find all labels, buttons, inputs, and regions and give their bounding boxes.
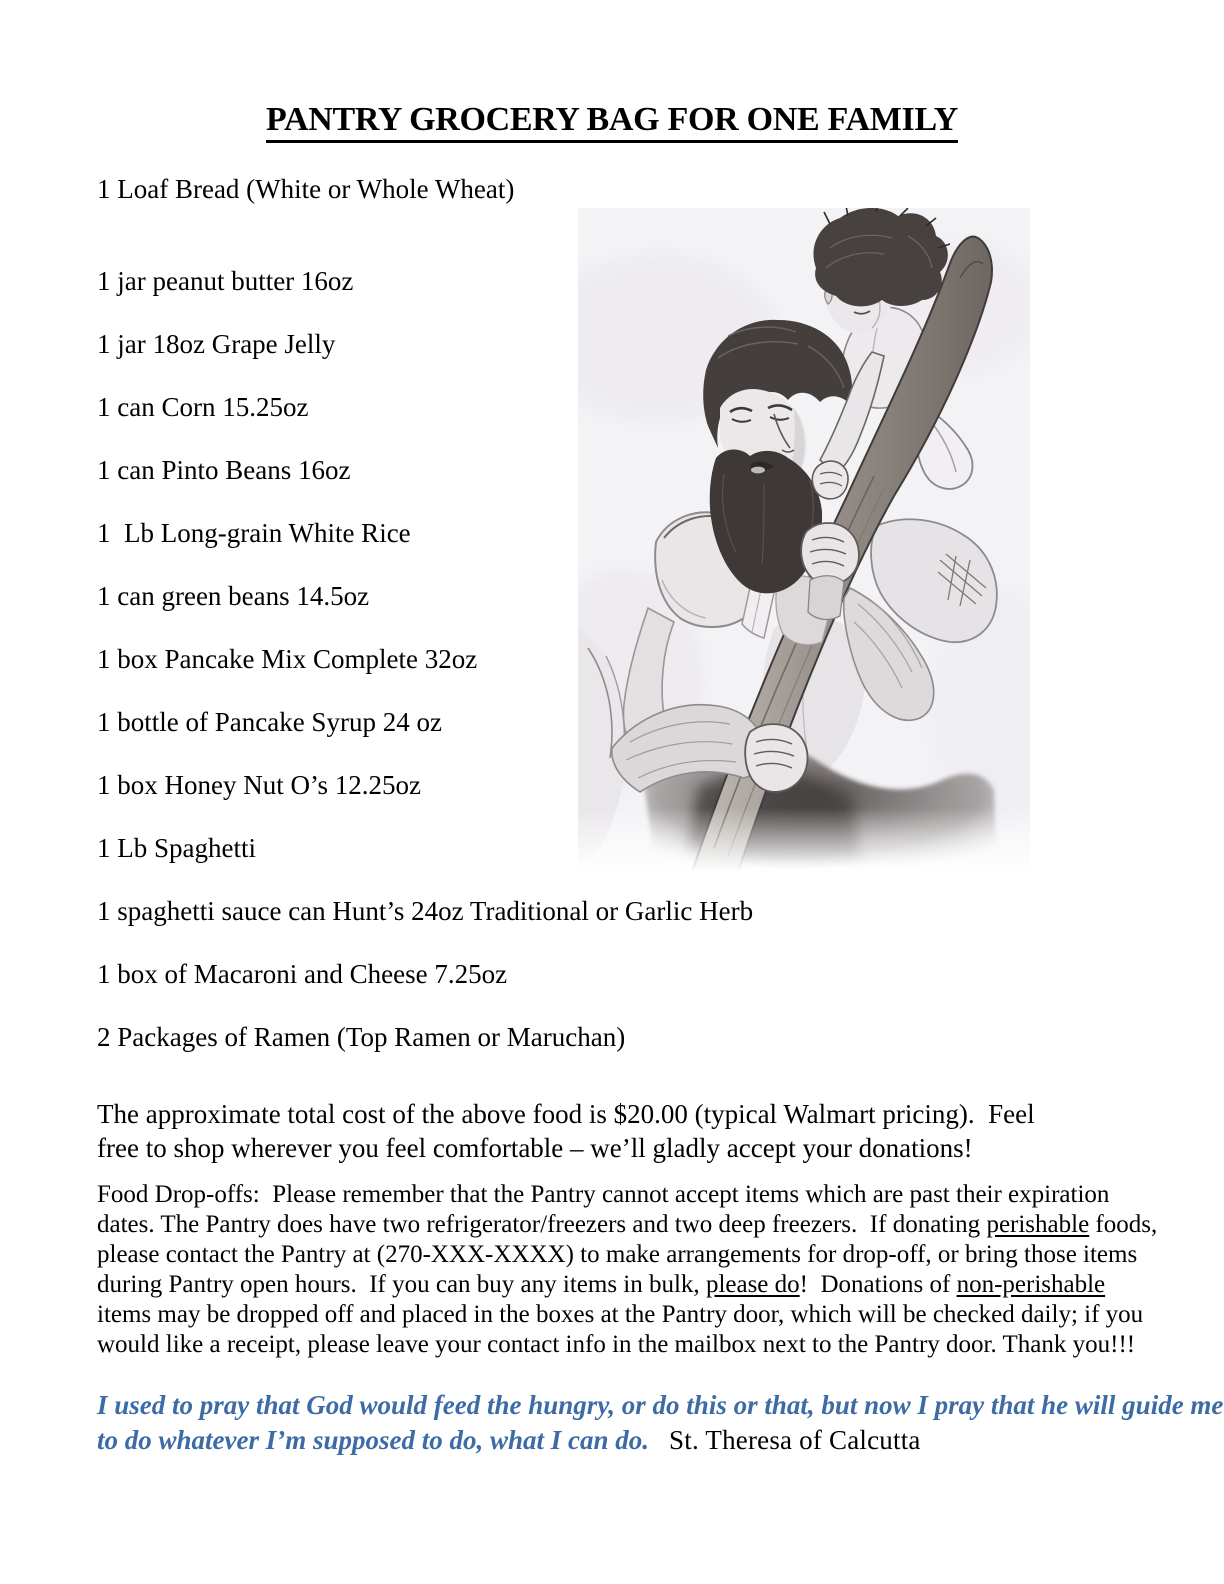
paragraph-line: would like a receipt, please leave your contact info in the mailbox next to the Pantry door. Thank you!!! xyxy=(97,1331,1136,1358)
list-item: 1 can green beans 14.5oz xyxy=(97,581,370,611)
list-item: 1 box Pancake Mix Complete 32oz xyxy=(97,644,478,674)
list-item: 1 jar peanut butter 16oz xyxy=(97,266,354,296)
paragraph-line: please contact the Pantry at (270-XXX-XXXX) to make arrangements for drop-off, or bring those items xyxy=(97,1241,1138,1268)
list-item: 1 Lb Spaghetti xyxy=(97,833,256,863)
list-item: 1 box Honey Nut O’s 12.25oz xyxy=(97,770,421,800)
paragraph-line: during Pantry open hours. If you can buy any items in bulk, please do! Donations of non-perishable xyxy=(97,1271,1106,1298)
list-item: 1 jar 18oz Grape Jelly xyxy=(97,329,336,359)
list-item: 1 bottle of Pancake Syrup 24 oz xyxy=(97,707,442,737)
paragraph-line: dates. The Pantry does have two refrigerator/freezers and two deep freezers. If donating perishable foods, xyxy=(97,1211,1158,1238)
st-christopher-sketch-image xyxy=(578,208,1030,872)
list-item: 1 box of Macaroni and Cheese 7.25oz xyxy=(97,959,508,989)
quote-block xyxy=(97,1388,1223,1458)
cost-paragraph xyxy=(97,1097,1035,1165)
quote-line xyxy=(97,1423,1223,1458)
paragraph-line: items may be dropped off and placed in the boxes at the Pantry door, which will be checked daily; if you xyxy=(97,1301,1144,1328)
page-title: PANTRY GROCERY BAG FOR ONE FAMILY xyxy=(0,100,1224,140)
cost-line: free to shop wherever you feel comfortable – we’ll gladly accept your donations! xyxy=(97,1133,973,1163)
quote-attribution: St. Theresa of Calcutta xyxy=(669,1425,921,1455)
list-item: 2 Packages of Ramen (Top Ramen or Maruchan) xyxy=(97,1022,626,1052)
paragraph-line: Food Drop-offs: Please remember that the Pantry cannot accept items which are past their expiration xyxy=(97,1181,1110,1208)
dropoff-paragraph xyxy=(97,1180,1157,1360)
list-item: 1 can Pinto Beans 16oz xyxy=(97,455,351,485)
quote-line-text: to do whatever I’m supposed to do, what I can do. xyxy=(97,1425,650,1455)
list-item: 1 Lb Long-grain White Rice xyxy=(97,518,411,548)
quote-line: I used to pray that God would feed the hungry, or do this or that, but now I pray that he will guide me xyxy=(97,1390,1224,1420)
pencil-sketch-svg xyxy=(578,208,1030,872)
list-item: 1 Loaf Bread (White or Whole Wheat) xyxy=(97,174,515,204)
list-item: 1 spaghetti sauce can Hunt’s 24oz Traditional or Garlic Herb xyxy=(97,896,754,926)
cost-line: The approximate total cost of the above food is $20.00 (typical Walmart pricing). Feel xyxy=(97,1099,1035,1129)
list-item: 1 can Corn 15.25oz xyxy=(97,392,309,422)
